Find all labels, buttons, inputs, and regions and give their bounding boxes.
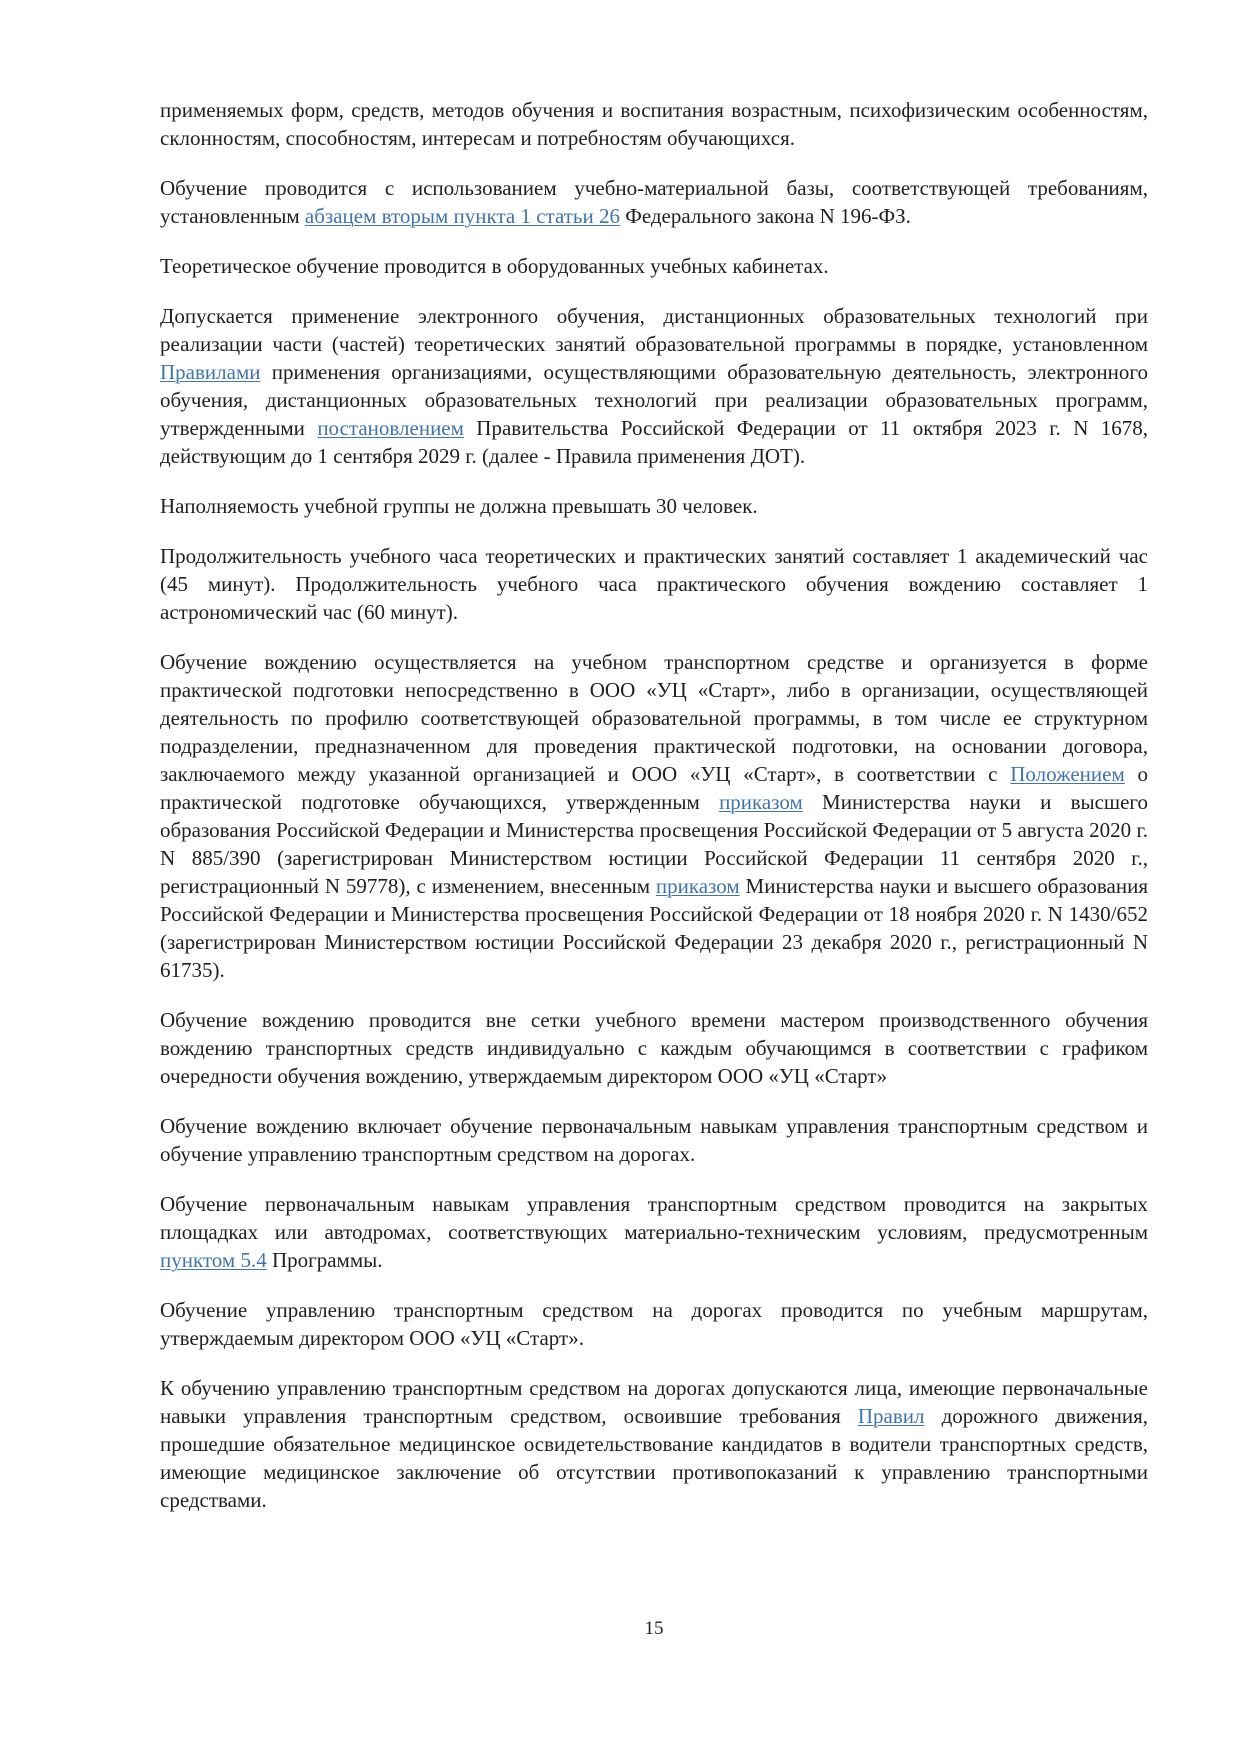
page-number: 15	[644, 1618, 664, 1639]
hyperlink[interactable]: Правилами	[160, 360, 261, 384]
text-run: о практической подготовке обучающихся, утвержденным	[160, 762, 1149, 814]
paragraph	[160, 1190, 1148, 1274]
document-body	[160, 96, 1148, 1536]
paragraph	[160, 542, 1148, 626]
text-run: Министерства науки и высшего образования Российской Федерации и Министерства просвещения Российской Федерации от 5 августа 2020 г. N 885/390 (зарегистрирован Министерством юстиции Российской Федерации 11 сентября 2020 г., регистрационный N 59778), с изменением, внесенным	[160, 790, 1149, 898]
text-run: применения организациями, осуществляющими образовательную деятельность, электронного обучения, дистанционных образовательных технологий при реализации образовательных программ, утвержденными	[160, 360, 1148, 440]
text-run: Правительства Российской Федерации от 11 октября 2023 г. N 1678, действующим до 1 сентября 2029 г. (далее - Правила применения ДОТ).	[160, 416, 1148, 468]
text-run: Федерального закона N 196-ФЗ.	[619, 204, 911, 228]
text-run: Министерства науки и высшего образования Российской Федерации и Министерства просвещения Российской Федерации от 18 ноября 2020 г. N 1430/652 (зарегистрирован Министерством юстиции Российской Федерации 23 декабря 2020 г., регистрационный N 61735).	[160, 874, 1148, 982]
text-run: Обучение вождению проводится вне сетки учебного времени мастером производственного обучения вождению транспортных средств индивидуально с каждым обучающимся в соответствии с графиком очередности обучения вождению, утверждаемым директором ООО «УЦ «Старт»	[160, 1008, 1148, 1088]
paragraph	[160, 1296, 1148, 1352]
hyperlink[interactable]: Положением	[1010, 762, 1125, 786]
paragraph	[160, 1374, 1148, 1514]
text-run: Обучение проводится с использованием учебно-материальной базы, соответствующей требованиям, установленным	[160, 176, 1148, 228]
text-run: К обучению управлению транспортным средством на дорогах допускаются лица, имеющие первоначальные навыки управления транспортным средством, освоившие требования	[160, 1376, 1148, 1428]
paragraph	[160, 252, 1148, 280]
hyperlink[interactable]: постановлением	[317, 416, 464, 440]
text-run: Наполняемость учебной группы не должна превышать 30 человек.	[160, 494, 758, 518]
hyperlink[interactable]: приказом	[655, 874, 740, 898]
text-run: Обучение первоначальным навыкам управления транспортным средством проводится на закрытых площадках или автодромах, соответствующих материально-техническим условиям, предусмотренным	[160, 1192, 1148, 1244]
text-run: Обучение вождению осуществляется на учебном транспортном средстве и организуется в форме практической подготовки непосредственно в ООО «УЦ «Старт», либо в организации, осуществляющей деятельность по профилю соответствующей образовательной программы, в том числе ее структурном подразделении, предназначенном для проведения практической подготовки, на основании договора, заключаемого между указанной организацией и ООО «УЦ «Старт», в соответствии с	[160, 650, 1148, 786]
hyperlink[interactable]: абзацем вторым пункта 1 статьи 26	[304, 204, 620, 228]
paragraph	[160, 302, 1148, 470]
text-run: Обучение управлению транспортным средством на дорогах проводится по учебным маршрутам, утверждаемым директором ООО «УЦ «Старт».	[160, 1298, 1148, 1350]
paragraph	[160, 1112, 1148, 1168]
paragraph	[160, 1006, 1148, 1090]
text-run: Допускается применение электронного обучения, дистанционных образовательных технологий при реализации части (частей) теоретических занятий образовательной программы в порядке, установленном	[160, 304, 1148, 356]
text-run: Продолжительность учебного часа теоретических и практических занятий составляет 1 академический час (45 минут). Продолжительность учебного часа практического обучения вождению составляет 1 астрономический час (60 минут).	[160, 544, 1148, 624]
paragraph	[160, 648, 1148, 984]
paragraph	[160, 174, 1148, 230]
hyperlink[interactable]: приказом	[719, 790, 803, 814]
text-run: дорожного движения, прошедшие обязательное медицинское освидетельствование кандидатов в водители транспортных средств, имеющие медицинское заключение об отсутствии противопоказаний к управлению транспортными средствами.	[160, 1404, 1148, 1512]
text-run: применяемых форм, средств, методов обучения и воспитания возрастным, психофизическим особенностям, склонностям, способностям, интересам и потребностям обучающихся.	[160, 98, 1148, 150]
text-run: Программы.	[266, 1248, 383, 1272]
paragraph	[160, 492, 1148, 520]
hyperlink[interactable]: Правил	[857, 1404, 925, 1428]
text-run: Теоретическое обучение проводится в оборудованных учебных кабинетах.	[160, 254, 829, 278]
hyperlink[interactable]: пунктом 5.4	[160, 1248, 267, 1272]
text-run: Обучение вождению включает обучение первоначальным навыкам управления транспортным средством и обучение управлению транспортным средством на дорогах.	[160, 1114, 1148, 1166]
paragraph	[160, 96, 1148, 152]
